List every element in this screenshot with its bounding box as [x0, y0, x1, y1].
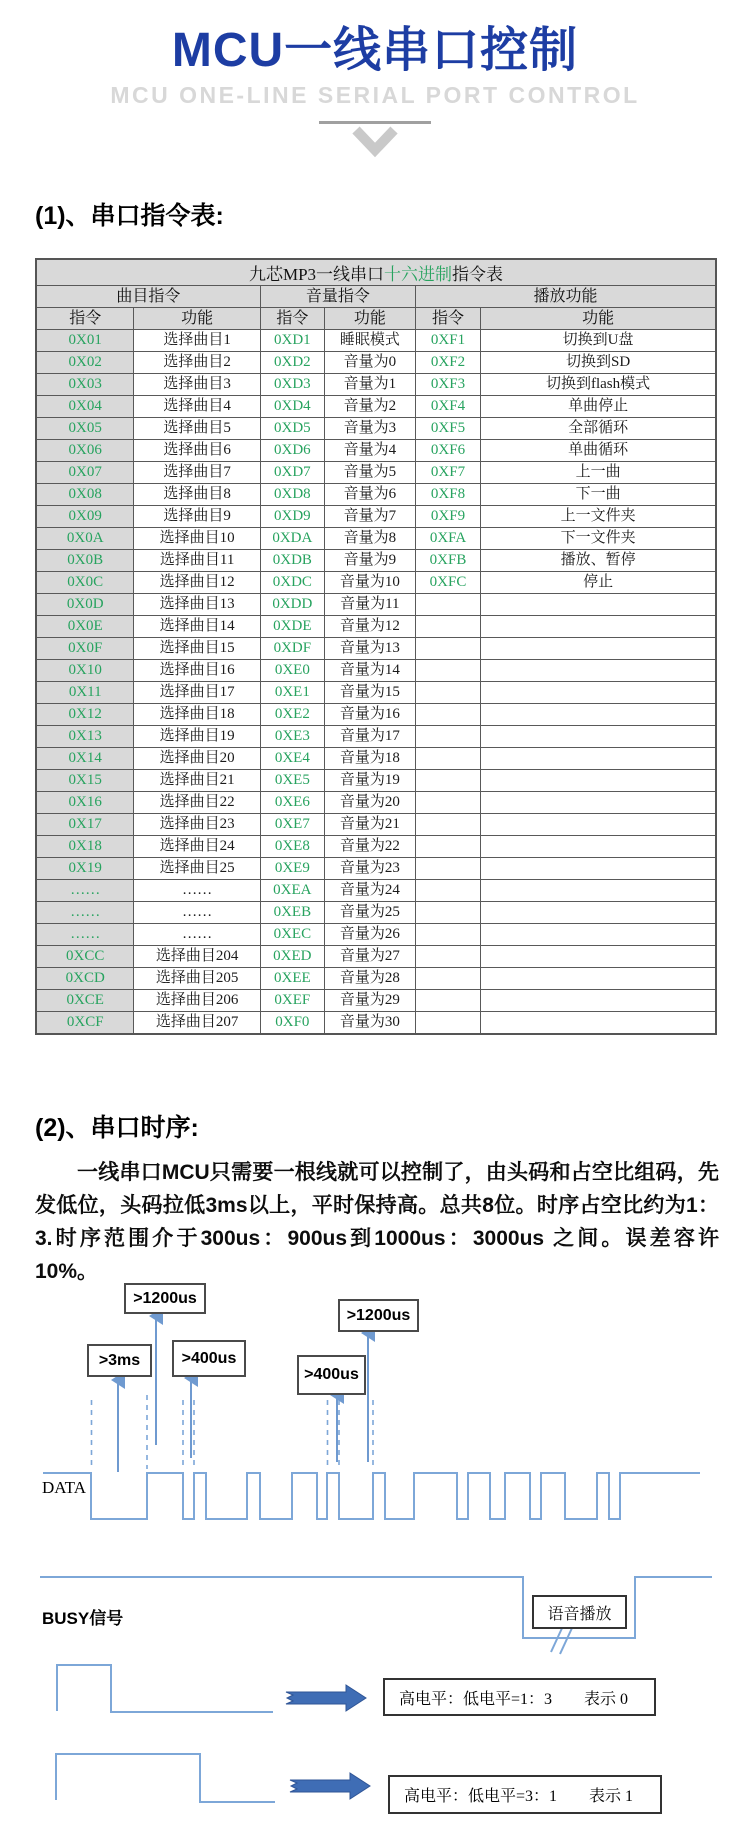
table-row: [36, 572, 716, 594]
func-cell: 上一文件夹: [481, 506, 716, 528]
func-cell: 音量为23: [324, 858, 415, 880]
cmd-cell: 0X0C: [36, 572, 134, 594]
cmd-cell: [415, 968, 480, 990]
command-table: [35, 258, 717, 1035]
section1-heading: (1)、串口指令表:: [35, 202, 224, 230]
data-waveform: [43, 1473, 700, 1519]
table-row: [36, 1012, 716, 1035]
func-cell: 音量为26: [324, 924, 415, 946]
cmd-cell: 0XF5: [415, 418, 480, 440]
func-cell: 音量为13: [324, 638, 415, 660]
cmd-cell: 0XE3: [260, 726, 324, 748]
cmd-cell: 0XCC: [36, 946, 134, 968]
func-cell: 单曲停止: [481, 396, 716, 418]
cmd-cell: 0XD6: [260, 440, 324, 462]
section2-heading: (2)、串口时序:: [35, 1114, 199, 1142]
cmd-cell: 0XF8: [415, 484, 480, 506]
cmd-cell: 0X14: [36, 748, 134, 770]
cmd-cell: 0X0F: [36, 638, 134, 660]
table-row: [36, 352, 716, 374]
cmd-cell: 0X17: [36, 814, 134, 836]
cmd-cell: [415, 924, 480, 946]
table-row: [36, 858, 716, 880]
cmd-cell: 0X06: [36, 440, 134, 462]
timing-diagram: [0, 1280, 750, 1847]
func-cell: [481, 814, 716, 836]
func-cell: 选择曲目204: [134, 946, 260, 968]
table-column-header-row: [36, 308, 716, 330]
func-cell: 音量为12: [324, 616, 415, 638]
func-cell: [481, 704, 716, 726]
table-row: [36, 902, 716, 924]
table-row: [36, 528, 716, 550]
func-cell: 选择曲目7: [134, 462, 260, 484]
cmd-cell: 0XD4: [260, 396, 324, 418]
cmd-cell: 0XEB: [260, 902, 324, 924]
cmd-cell: 0XE8: [260, 836, 324, 858]
data-signal-label: DATA: [42, 1478, 86, 1497]
cmd-cell: 0X10: [36, 660, 134, 682]
func-cell: 切换到flash模式: [481, 374, 716, 396]
cmd-cell: [415, 770, 480, 792]
func-cell: [481, 682, 716, 704]
timing-label-box: >1200us: [338, 1299, 419, 1332]
func-cell: 音量为24: [324, 880, 415, 902]
func-cell: 选择曲目16: [134, 660, 260, 682]
func-cell: 音量为20: [324, 792, 415, 814]
cmd-cell: 0X03: [36, 374, 134, 396]
cmd-cell: 0XD2: [260, 352, 324, 374]
func-cell: 选择曲目12: [134, 572, 260, 594]
cmd-cell: 0X01: [36, 330, 134, 352]
func-cell: 音量为4: [324, 440, 415, 462]
cmd-cell: [415, 616, 480, 638]
table-title-row: [36, 259, 716, 286]
cmd-cell: 0XCD: [36, 968, 134, 990]
group-header-track: 曲目指令: [36, 286, 260, 308]
table-row: [36, 880, 716, 902]
func-cell: 音量为11: [324, 594, 415, 616]
func-cell: 选择曲目1: [134, 330, 260, 352]
busy-signal-label: BUSY信号: [42, 1609, 124, 1628]
func-cell: 音量为17: [324, 726, 415, 748]
cmd-cell: [415, 946, 480, 968]
cmd-cell: 0XDD: [260, 594, 324, 616]
table-row: [36, 836, 716, 858]
cmd-cell: 0XE1: [260, 682, 324, 704]
func-cell: 选择曲目22: [134, 792, 260, 814]
cmd-cell: 0XF2: [415, 352, 480, 374]
col-header: 功能: [481, 308, 716, 330]
cmd-cell: [415, 902, 480, 924]
func-cell: 音量为10: [324, 572, 415, 594]
cmd-cell: 0X02: [36, 352, 134, 374]
cmd-cell: 0XF3: [415, 374, 480, 396]
cmd-cell: 0XD5: [260, 418, 324, 440]
table-row: [36, 506, 716, 528]
func-cell: 选择曲目23: [134, 814, 260, 836]
table-row: [36, 374, 716, 396]
table-row: [36, 396, 716, 418]
col-header: 功能: [134, 308, 260, 330]
func-cell: 选择曲目11: [134, 550, 260, 572]
cmd-cell: [415, 748, 480, 770]
func-cell: 播放、暂停: [481, 550, 716, 572]
func-cell: [481, 616, 716, 638]
cmd-cell: 0X11: [36, 682, 134, 704]
func-cell: ……: [134, 902, 260, 924]
table-row: [36, 462, 716, 484]
func-cell: 音量为0: [324, 352, 415, 374]
table-title-suffix: 指令表: [452, 265, 504, 284]
cmd-cell: 0XE2: [260, 704, 324, 726]
cmd-cell: 0X13: [36, 726, 134, 748]
func-cell: 音量为18: [324, 748, 415, 770]
cmd-cell: 0XDF: [260, 638, 324, 660]
cmd-cell: 0XD8: [260, 484, 324, 506]
func-cell: 音量为7: [324, 506, 415, 528]
table-row: [36, 968, 716, 990]
func-cell: 选择曲目8: [134, 484, 260, 506]
table-title: [36, 259, 716, 286]
table-row: [36, 726, 716, 748]
page-header: [0, 22, 750, 165]
cmd-cell: 0XF4: [415, 396, 480, 418]
func-cell: [481, 1012, 716, 1035]
table-row: [36, 990, 716, 1012]
bit0-explanation-box: 高电平：低电平=1：3 表示 0: [383, 1678, 656, 1716]
cmd-cell: [415, 792, 480, 814]
func-cell: 选择曲目19: [134, 726, 260, 748]
table-row: [36, 814, 716, 836]
cmd-cell: 0X16: [36, 792, 134, 814]
func-cell: [481, 594, 716, 616]
cmd-cell: 0XF9: [415, 506, 480, 528]
col-header: 指令: [36, 308, 134, 330]
func-cell: 音量为29: [324, 990, 415, 1012]
func-cell: 选择曲目13: [134, 594, 260, 616]
cmd-cell: 0XE7: [260, 814, 324, 836]
cmd-cell: 0X09: [36, 506, 134, 528]
table-title-prefix: 九芯MP3一线串口: [248, 265, 385, 284]
cmd-cell: [415, 1012, 480, 1035]
func-cell: 睡眠模式: [324, 330, 415, 352]
command-table-body: [36, 330, 716, 1035]
func-cell: [481, 858, 716, 880]
func-cell: 音量为15: [324, 682, 415, 704]
func-cell: 音量为3: [324, 418, 415, 440]
func-cell: 选择曲目9: [134, 506, 260, 528]
table-row: [36, 660, 716, 682]
timing-paragraph: 一线串口MCU只需要一根线就可以控制了，由头码和占空比组码，先发低位，头码拉低3ms以上，平时保持高。总共8位。时序占空比约为1：3.时序范围介于300us：900us到1000us：3000us 之间。误差容许 10%。: [35, 1161, 719, 1283]
cmd-cell: 0XEC: [260, 924, 324, 946]
cmd-cell: [415, 880, 480, 902]
right-arrow-icon: [286, 1685, 366, 1711]
cmd-cell: 0XF1: [415, 330, 480, 352]
chevron-down-icon: [0, 126, 750, 165]
func-cell: 音量为2: [324, 396, 415, 418]
bit0-waveform: [57, 1665, 273, 1712]
cmd-cell: 0XE0: [260, 660, 324, 682]
func-cell: 音量为28: [324, 968, 415, 990]
table-row: [36, 924, 716, 946]
cmd-cell: [415, 990, 480, 1012]
func-cell: 选择曲目18: [134, 704, 260, 726]
cmd-cell: 0XED: [260, 946, 324, 968]
func-cell: 选择曲目5: [134, 418, 260, 440]
table-row: [36, 594, 716, 616]
cmd-cell: 0X0D: [36, 594, 134, 616]
col-header: 指令: [415, 308, 480, 330]
cmd-cell: 0X08: [36, 484, 134, 506]
busy-break-mark: [551, 1626, 572, 1654]
func-cell: 音量为14: [324, 660, 415, 682]
func-cell: [481, 902, 716, 924]
func-cell: [481, 836, 716, 858]
cmd-cell: 0XF6: [415, 440, 480, 462]
timing-label-box: >1200us: [124, 1283, 206, 1314]
func-cell: [481, 968, 716, 990]
cmd-cell: [415, 704, 480, 726]
func-cell: 音量为21: [324, 814, 415, 836]
dashed-guides: [92, 1395, 374, 1469]
func-cell: 下一文件夹: [481, 528, 716, 550]
func-cell: 选择曲目15: [134, 638, 260, 660]
group-header-volume: 音量指令: [260, 286, 415, 308]
func-cell: 音量为6: [324, 484, 415, 506]
func-cell: 上一曲: [481, 462, 716, 484]
table-row: [36, 682, 716, 704]
func-cell: 选择曲目20: [134, 748, 260, 770]
func-cell: 选择曲目6: [134, 440, 260, 462]
table-row: [36, 484, 716, 506]
table-row: [36, 418, 716, 440]
cmd-cell: 0XE6: [260, 792, 324, 814]
func-cell: 选择曲目10: [134, 528, 260, 550]
func-cell: 选择曲目3: [134, 374, 260, 396]
col-header: 功能: [324, 308, 415, 330]
cmd-cell: 0XE4: [260, 748, 324, 770]
cmd-cell: 0XEE: [260, 968, 324, 990]
title-divider: [319, 121, 431, 124]
func-cell: 选择曲目25: [134, 858, 260, 880]
cmd-cell: 0X19: [36, 858, 134, 880]
func-cell: [481, 946, 716, 968]
timing-label-box: >400us: [172, 1340, 246, 1377]
table-row: [36, 638, 716, 660]
func-cell: 选择曲目17: [134, 682, 260, 704]
func-cell: 选择曲目205: [134, 968, 260, 990]
func-cell: 音量为30: [324, 1012, 415, 1035]
cmd-cell: 0X0B: [36, 550, 134, 572]
func-cell: 音量为16: [324, 704, 415, 726]
func-cell: 音量为19: [324, 770, 415, 792]
cmd-cell: 0XEA: [260, 880, 324, 902]
func-cell: 选择曲目206: [134, 990, 260, 1012]
func-cell: [481, 990, 716, 1012]
cmd-cell: 0XEF: [260, 990, 324, 1012]
func-cell: 音量为5: [324, 462, 415, 484]
cmd-cell: 0XE5: [260, 770, 324, 792]
table-row: [36, 616, 716, 638]
table-row: [36, 748, 716, 770]
cmd-cell: [415, 836, 480, 858]
table-row: [36, 946, 716, 968]
cmd-cell: 0XFC: [415, 572, 480, 594]
func-cell: 音量为8: [324, 528, 415, 550]
func-cell: 选择曲目4: [134, 396, 260, 418]
cmd-cell: [415, 858, 480, 880]
func-cell: 切换到SD: [481, 352, 716, 374]
cmd-cell: [415, 638, 480, 660]
func-cell: 选择曲目207: [134, 1012, 260, 1035]
table-row: [36, 770, 716, 792]
func-cell: 音量为27: [324, 946, 415, 968]
cmd-cell: 0XDC: [260, 572, 324, 594]
cmd-cell: 0X0E: [36, 616, 134, 638]
table-row: [36, 440, 716, 462]
cmd-cell: ……: [36, 902, 134, 924]
func-cell: 音量为25: [324, 902, 415, 924]
cmd-cell: 0XCF: [36, 1012, 134, 1035]
func-cell: 音量为9: [324, 550, 415, 572]
func-cell: [481, 748, 716, 770]
func-cell: [481, 924, 716, 946]
cmd-cell: 0X07: [36, 462, 134, 484]
cmd-cell: 0XFB: [415, 550, 480, 572]
table-row: [36, 550, 716, 572]
func-cell: [481, 726, 716, 748]
func-cell: 音量为22: [324, 836, 415, 858]
cmd-cell: 0XF7: [415, 462, 480, 484]
group-header-playback: 播放功能: [415, 286, 716, 308]
func-cell: 下一曲: [481, 484, 716, 506]
cmd-cell: 0X12: [36, 704, 134, 726]
func-cell: 单曲循环: [481, 440, 716, 462]
cmd-cell: 0XD9: [260, 506, 324, 528]
func-cell: 音量为1: [324, 374, 415, 396]
right-arrow-icon: [290, 1773, 370, 1799]
cmd-cell: [415, 682, 480, 704]
func-cell: [481, 638, 716, 660]
cmd-cell: 0XCE: [36, 990, 134, 1012]
table-title-highlight: 十六进制: [384, 265, 453, 284]
cmd-cell: [415, 594, 480, 616]
func-cell: [481, 880, 716, 902]
func-cell: 全部循环: [481, 418, 716, 440]
timing-label-box: >3ms: [87, 1344, 152, 1377]
cmd-cell: 0X15: [36, 770, 134, 792]
cmd-cell: 0XE9: [260, 858, 324, 880]
col-header: 指令: [260, 308, 324, 330]
table-group-header-row: [36, 286, 716, 308]
cmd-cell: 0XDE: [260, 616, 324, 638]
table-row: [36, 704, 716, 726]
cmd-cell: [415, 814, 480, 836]
bit1-waveform: [56, 1754, 275, 1802]
cmd-cell: 0XD1: [260, 330, 324, 352]
func-cell: 停止: [481, 572, 716, 594]
cmd-cell: ……: [36, 924, 134, 946]
table-row: [36, 792, 716, 814]
command-table-wrap: [35, 258, 717, 1035]
cmd-cell: 0X05: [36, 418, 134, 440]
cmd-cell: 0X18: [36, 836, 134, 858]
func-cell: 选择曲目14: [134, 616, 260, 638]
cmd-cell: 0XFA: [415, 528, 480, 550]
func-cell: [481, 792, 716, 814]
func-cell: ……: [134, 880, 260, 902]
func-cell: [481, 660, 716, 682]
cmd-cell: [415, 726, 480, 748]
cmd-cell: 0XF0: [260, 1012, 324, 1035]
cmd-cell: ……: [36, 880, 134, 902]
cmd-cell: [415, 660, 480, 682]
voice-playback-box: 语音播放: [532, 1595, 627, 1629]
func-cell: 切换到U盘: [481, 330, 716, 352]
page-title: MCU一线串口控制: [171, 24, 579, 77]
table-row: [36, 330, 716, 352]
func-cell: 选择曲目2: [134, 352, 260, 374]
page-subtitle: MCU ONE-LINE SERIAL PORT CONTROL: [110, 82, 640, 108]
cmd-cell: 0X04: [36, 396, 134, 418]
cmd-cell: 0XD7: [260, 462, 324, 484]
cmd-cell: 0XD3: [260, 374, 324, 396]
func-cell: ……: [134, 924, 260, 946]
timing-label-box: >400us: [297, 1355, 366, 1395]
cmd-cell: 0X0A: [36, 528, 134, 550]
func-cell: 选择曲目21: [134, 770, 260, 792]
func-cell: 选择曲目24: [134, 836, 260, 858]
bit1-explanation-box: 高电平：低电平=3：1 表示 1: [388, 1775, 662, 1814]
cmd-cell: 0XDB: [260, 550, 324, 572]
func-cell: [481, 770, 716, 792]
cmd-cell: 0XDA: [260, 528, 324, 550]
